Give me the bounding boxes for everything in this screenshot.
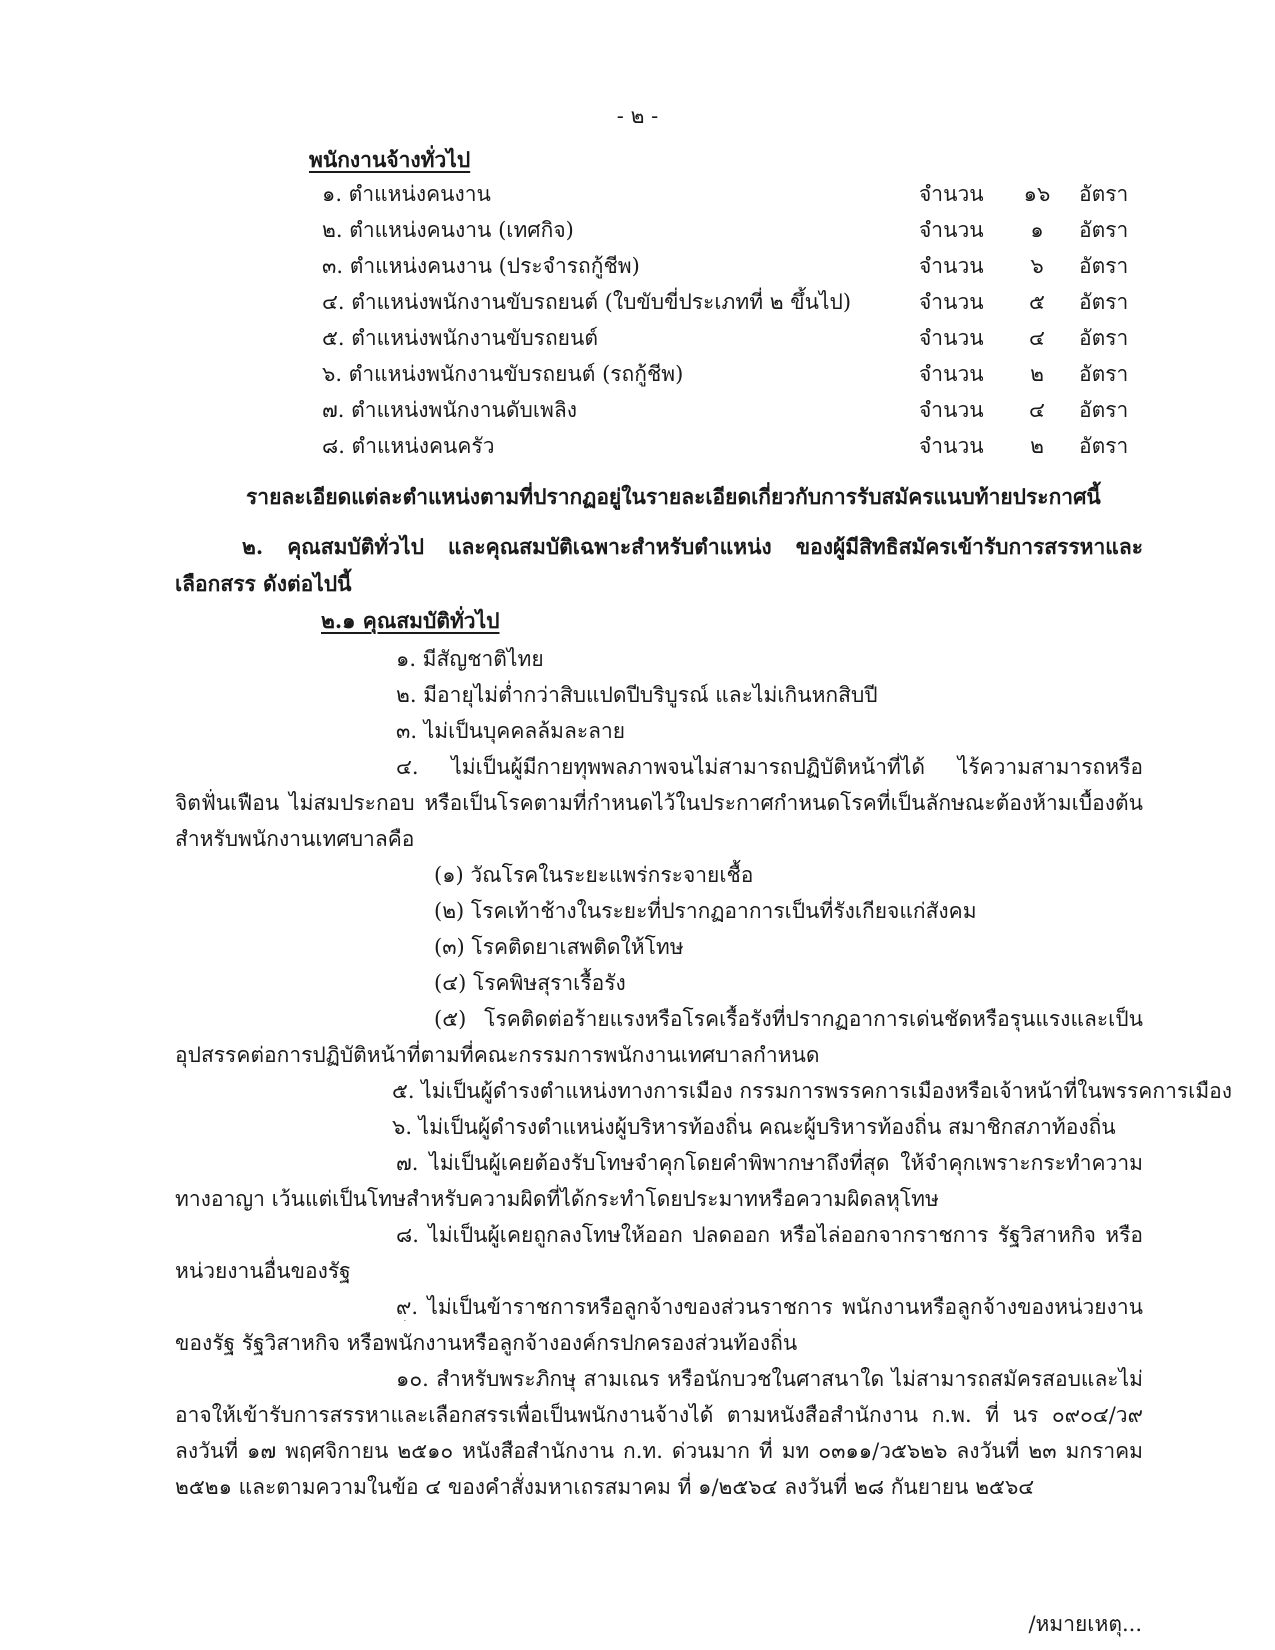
position-count: ๑ <box>1030 218 1044 242</box>
position-unit: อัตรา <box>1079 434 1129 458</box>
position-unit: อัตรา <box>1079 326 1129 350</box>
disease-item: (๔) โรคพิษสุราเรื้อรัง <box>434 971 626 995</box>
qualification-item: ๙. ไม่เป็นข้าราชการหรือลูกจ้างของส่วนราชการ พนักงานหรือลูกจ้างของหน่วยงาน <box>396 1295 1143 1319</box>
position-row <box>322 180 1129 210</box>
position-row <box>322 432 1129 462</box>
disease-item: (๕) โรคติดต่อร้ายแรงหรือโรคเรื้อรังที่ปรากฏอาการเด่นชัดหรือรุนแรงและเป็น <box>434 1007 1143 1031</box>
position-count-label: จำนวน <box>919 398 984 422</box>
position-row <box>322 288 1129 318</box>
position-unit: อัตรา <box>1079 182 1129 206</box>
disease-continuation: อุปสรรคต่อการปฏิบัติหน้าที่ตามที่คณะกรรมการพนักงานเทศบาลกำหนด <box>175 1043 820 1067</box>
position-count: ๒ <box>1030 362 1044 386</box>
qualification-item: ๑. มีสัญชาติไทย <box>396 647 544 671</box>
position-name: ๖. ตำแหน่งพนักงานขับรถยนต์ (รถกู้ชีพ) <box>322 362 684 386</box>
position-count-label: จำนวน <box>919 254 984 278</box>
section-title: พนักงานจ้างทั่วไป <box>309 147 471 172</box>
qualification-item: ๓. ไม่เป็นบุคคลล้มละลาย <box>396 719 626 743</box>
position-count-label: จำนวน <box>919 326 984 350</box>
disease-item: (๑) วัณโรคในระยะแพร่กระจายเชื้อ <box>434 863 754 887</box>
position-unit: อัตรา <box>1079 398 1129 422</box>
position-row <box>322 396 1129 426</box>
position-name: ๔. ตำแหน่งพนักงานขับรถยนต์ (ใบขับขี่ประเภทที่ ๒ ขึ้นไป) <box>322 290 852 314</box>
position-count: ๒ <box>1030 434 1044 458</box>
position-count-label: จำนวน <box>919 362 984 386</box>
position-unit: อัตรา <box>1079 362 1129 386</box>
qualification-continuation: อาจให้เข้ารับการสรรหาและเลือกสรรเพื่อเป็นพนักงานจ้างได้ ตามหนังสือสำนักงาน ก.พ. ที่ นร ๐๙๐๔/ว๙ <box>175 1403 1143 1427</box>
details-note: รายละเอียดแต่ละตำแหน่งตามที่ปรากฏอยู่ในรายละเอียดเกี่ยวกับการรับสมัครแนบท้ายประกาศนี้ <box>246 484 1101 509</box>
qualification-item: ๒. มีอายุไม่ต่ำกว่าสิบแปดปีบริบูรณ์ และไม่เกินหกสิบปี <box>396 683 878 707</box>
section2-heading-line1: ๒. คุณสมบัติทั่วไป และคุณสมบัติเฉพาะสำหรับตำแหน่ง ของผู้มีสิทธิสมัครเข้ารับการสรรหาและ <box>242 534 1143 559</box>
position-name: ๗. ตำแหน่งพนักงานดับเพลิง <box>322 398 577 422</box>
position-row <box>322 216 1129 246</box>
qualification-item: ๗. ไม่เป็นผู้เคยต้องรับโทษจำคุกโดยคำพิพากษาถึงที่สุด ให้จำคุกเพราะกระทำความ <box>396 1151 1143 1175</box>
position-count-label: จำนวน <box>919 290 984 314</box>
qualification-item: ๖. ไม่เป็นผู้ดำรงตำแหน่งผู้บริหารท้องถิ่น คณะผู้บริหารท้องถิ่น สมาชิกสภาท้องถิ่น <box>392 1115 1116 1139</box>
qualification-continuation: ลงวันที่ ๑๗ พฤศจิกายน ๒๕๑๐ หนังสือสำนักงาน ก.ท. ด่วนมาก ที่ มท ๐๓๑๑/ว๕๖๒๖ ลงวันที่ ๒๓ มกราคม <box>175 1439 1143 1463</box>
qualification-item: ๑๐. สำหรับพระภิกษุ สามเณร หรือนักบวชในศาสนาใด ไม่สามารถสมัครสอบและไม่ <box>396 1367 1143 1391</box>
qualification-continuation: จิตฟั่นเฟือน ไม่สมประกอบ หรือเป็นโรคตามที่กำหนดไว้ในประกาศกำหนดโรคที่เป็นลักษณะต้องห้ามเบื้องต้น <box>175 791 1143 815</box>
position-count: ๔ <box>1029 326 1045 350</box>
qualification-item: ๕. ไม่เป็นผู้ดำรงตำแหน่งทางการเมือง กรรมการพรรคการเมืองหรือเจ้าหน้าที่ในพรรคการเมือง <box>392 1079 1233 1103</box>
position-name: ๕. ตำแหน่งพนักงานขับรถยนต์ <box>322 326 598 350</box>
position-count: ๖ <box>1030 254 1044 278</box>
position-unit: อัตรา <box>1079 218 1129 242</box>
section2-heading-line2: เลือกสรร ดังต่อไปนี้ <box>175 571 352 596</box>
qualification-continuation: ของรัฐ รัฐวิสาหกิจ หรือพนักงานหรือลูกจ้างองค์กรปกครองส่วนท้องถิ่น <box>175 1331 798 1355</box>
qualification-continuation: ทางอาญา เว้นแต่เป็นโทษสำหรับความผิดที่ได้กระทำโดยประมาทหรือความผิดลหุโทษ <box>175 1187 939 1211</box>
position-count-label: จำนวน <box>919 434 984 458</box>
position-row <box>322 324 1129 354</box>
position-name: ๑. ตำแหน่งคนงาน <box>322 182 491 206</box>
position-count: ๑๖ <box>1023 182 1051 206</box>
position-count-label: จำนวน <box>919 218 984 242</box>
position-row <box>322 252 1129 282</box>
position-unit: อัตรา <box>1079 290 1129 314</box>
disease-item: (๓) โรคติดยาเสพติดให้โทษ <box>434 935 684 959</box>
position-name: ๘. ตำแหน่งคนครัว <box>322 434 495 458</box>
position-count-label: จำนวน <box>919 182 984 206</box>
position-name: ๒. ตำแหน่งคนงาน (เทศกิจ) <box>322 218 574 242</box>
page-number: - ๒ - <box>616 104 659 128</box>
qualification-continuation: สำหรับพนักงานเทศบาลคือ <box>175 827 415 851</box>
qualification-continuation: หน่วยงานอื่นของรัฐ <box>175 1259 351 1283</box>
position-count: ๕ <box>1029 290 1045 314</box>
position-name: ๓. ตำแหน่งคนงาน (ประจำรถกู้ชีพ) <box>322 254 640 278</box>
qualification-item: ๘. ไม่เป็นผู้เคยถูกลงโทษให้ออก ปลดออก หรือไล่ออกจากราชการ รัฐวิสาหกิจ หรือ <box>396 1223 1143 1247</box>
qualification-item: ๔. ไม่เป็นผู้มีกายทุพพลภาพจนไม่สามารถปฏิบัติหน้าที่ได้ ไร้ความสามารถหรือ <box>396 755 1143 779</box>
subsection-title: ๒.๑ คุณสมบัติทั่วไป <box>321 608 500 633</box>
position-unit: อัตรา <box>1079 254 1129 278</box>
continuation-marker: /หมายเหตุ... <box>1028 1612 1142 1636</box>
disease-item: (๒) โรคเท้าช้างในระยะที่ปรากฏอาการเป็นที่รังเกียจแก่สังคม <box>434 899 977 923</box>
position-count: ๔ <box>1029 398 1045 422</box>
position-row <box>322 360 1129 390</box>
qualification-continuation: ๒๕๒๑ และตามความในข้อ ๔ ของคำสั่งมหาเถรสมาคม ที่ ๑/๒๕๖๔ ลงวันที่ ๒๘ กันยายน ๒๕๖๔ <box>175 1475 1035 1499</box>
